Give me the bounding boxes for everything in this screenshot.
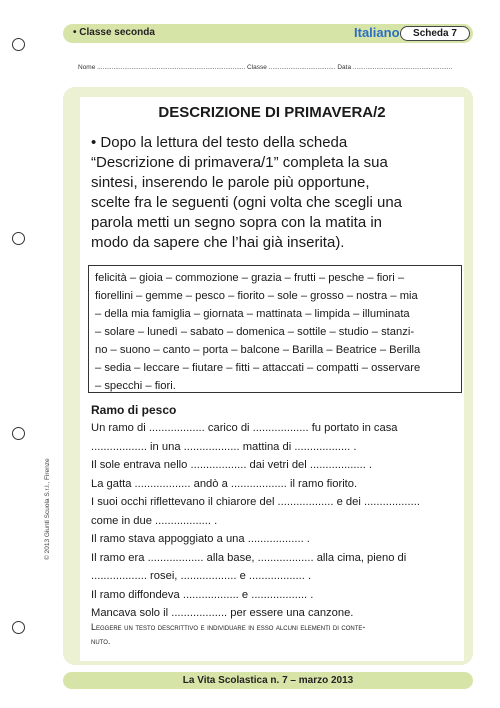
class-label: • Classe seconda [73,27,155,38]
fill-in-line: .................. rosei, .................. e .................. . [91,570,312,582]
word-bank-line: no – suono – canto – porta – balcone – Barilla – Beatrice – Berilla [95,344,421,356]
student-info-row: Nome .................................................................................. Classe ..................................... Data ....................................................... [78,64,453,71]
word-bank-line: – della mia famiglia – giornata – mattinata – limpida – illuminata [95,308,410,320]
sheet-badge: Scheda 7 [400,26,470,41]
fill-in-line: La gatta .................. andò a .................. il ramo fiorito. [91,477,358,490]
fill-in-text [91,419,466,623]
fill-in-line: Il sole entrava nello .................. dai vetri del .................. . [91,459,373,471]
page-title: DESCRIZIONE DI PRIMAVERA/2 [158,104,386,121]
objective-line: nuto. [91,636,111,646]
learning-objective [91,620,463,648]
binder-hole-3 [12,427,25,440]
objective-line: Leggere un testo descrittivo e individuare in esso alcuni elementi di conte- [91,622,366,632]
instruction-line: • Dopo la lettura del testo della scheda [91,134,348,151]
fill-in-line: Il ramo diffondeva .................. e .................. . [91,588,314,601]
instruction-line: modo da sapere che l’hai già inserita). [91,234,345,251]
instruction-line: parola metti un segno sopra con la matita in [91,214,382,231]
footer-bar: La Vita Scolastica n. 7 – marzo 2013 [63,672,473,689]
subject-label: Italiano [354,25,400,40]
binder-hole-1 [12,38,25,51]
word-bank-line: – specchi – fiori. [95,380,176,392]
header-bar [63,24,473,43]
word-bank-line: felicità – gioia – commozione – grazia – frutti – pesche – fiori – [95,272,405,284]
instructions [91,133,463,253]
fill-in-line: I suoi occhi riflettevano il chiarore del .................. e dei .................. [91,496,420,508]
word-bank-line: fiorellini – gemme – pesco – fiorito – sole – grosso – nostra – mia [95,290,418,302]
fill-in-line: Il ramo stava appoggiato a una .................. . [91,533,310,545]
exercise-subtitle: Ramo di pesco [91,403,177,417]
word-bank-line: – sedia – leccare – fiutare – fitti – attaccati – compatti – osservare [95,362,421,374]
instruction-line: scelte fra le seguenti (ogni volta che scegli una [91,194,403,211]
fill-in-line: .................. in una .................. mattina di .................. . [91,440,357,453]
instruction-line: “Descrizione di primavera/1” completa la sua [91,154,388,171]
fill-in-line: Un ramo di .................. carico di .................. fu portato in casa [91,422,398,434]
word-bank [88,265,462,393]
fill-in-line: Mancava solo il .................. per essere una canzone. [91,607,354,619]
fill-in-line: Il ramo era .................. alla base, .................. alla cima, pieno di [91,551,407,564]
instruction-line: sintesi, inserendo le parole più opportune, [91,174,370,191]
word-bank-line: – solare – lunedì – sabato – domenica – sottile – studio – stanzi- [95,326,415,338]
binder-hole-4 [12,621,25,634]
fill-in-line: come in due .................. . [91,514,218,527]
binder-hole-2 [12,232,25,245]
copyright-notice: © 2013 Giunti Scuola S.r.l., Firenze [44,458,51,560]
